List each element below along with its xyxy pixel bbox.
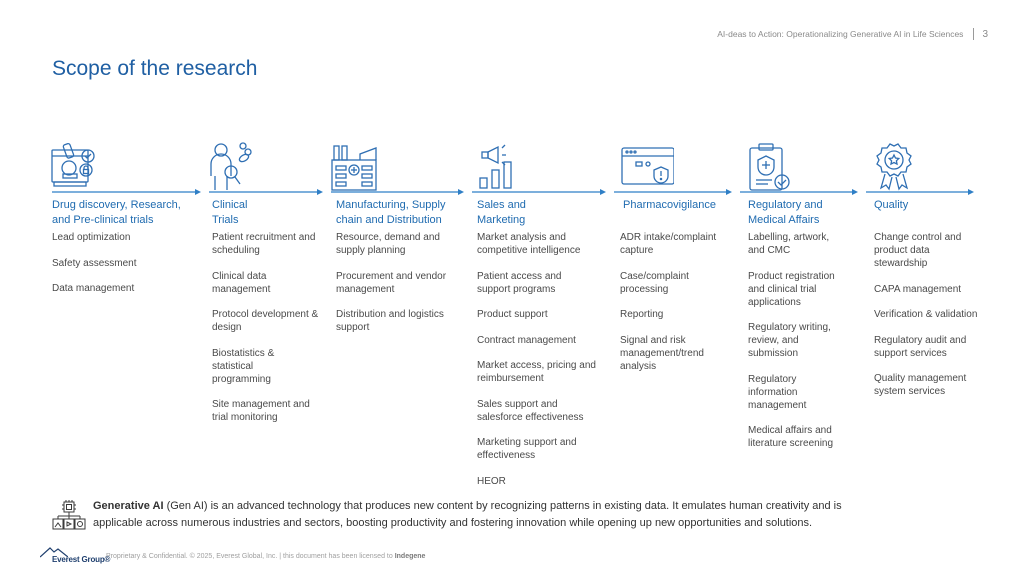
list-item: Regulatory audit and support services (874, 334, 967, 359)
column-item-list (874, 231, 984, 398)
factory-icon (330, 140, 384, 194)
everest-group-logo (40, 546, 111, 566)
list-item: Labelling, artwork, and CMC (748, 232, 830, 256)
document-title: AI-deas to Action: Operationalizing Generative AI in Life Sciences (717, 29, 964, 39)
column-item-list (212, 231, 324, 424)
page-title: Scope of the research (52, 57, 258, 80)
category-column (620, 198, 732, 385)
list-item: Marketing support and effectiveness (477, 437, 577, 461)
list-item: Safety assessment (52, 257, 137, 269)
list-item: CAPA management (874, 283, 962, 295)
list-item: Case/complaint processing (620, 270, 689, 295)
list-item: Medical affairs and literature screening (748, 425, 834, 449)
category-column (874, 198, 984, 411)
megaphone-chart-icon (478, 140, 532, 194)
column-item-list (477, 231, 597, 488)
logo-text: Everest Group® (52, 555, 111, 564)
quality-badge-icon (870, 140, 924, 194)
ai-chip-network-icon (52, 500, 86, 534)
column-title: Clinical Trials (212, 199, 248, 226)
list-item: Signal and risk management/trend analysis (620, 334, 704, 372)
microscope-icon (50, 140, 104, 194)
category-column (748, 198, 848, 463)
list-item: Market analysis and competitive intelligence (477, 232, 581, 256)
gen-ai-term: Generative AI (93, 500, 164, 512)
list-item: Distribution and logistics support (336, 309, 444, 333)
list-item: Regulatory writing, review, and submission (748, 322, 831, 359)
list-item: Change control and product data stewardship (874, 232, 962, 269)
list-item: Patient recruitment and scheduling (212, 232, 316, 256)
gen-ai-definition (52, 498, 892, 538)
list-item: Verification & validation (874, 309, 978, 320)
list-item: Data management (52, 283, 135, 294)
licensee-name: Indegene (394, 552, 426, 560)
column-title: Drug discovery, Research, and Pre-clinical trials (52, 199, 181, 226)
category-column (336, 198, 461, 347)
list-item: Contract management (477, 334, 576, 346)
list-item: Clinical data management (212, 270, 271, 295)
list-item: Site management and trial monitoring (212, 399, 310, 423)
column-title: Pharmacovigilance (623, 199, 716, 211)
list-item: Biostatistics & statistical programming (212, 347, 275, 385)
list-item: Regulatory information management (748, 373, 807, 411)
list-item: Reporting (620, 309, 664, 320)
list-item: Protocol development & design (212, 309, 319, 333)
header-divider (973, 28, 974, 40)
list-item: Quality management system services (874, 373, 967, 397)
document-header (717, 28, 988, 40)
list-item: Market access, pricing and reimbursement (477, 360, 596, 384)
column-item-list (336, 231, 461, 334)
column-title: Sales and Marketing (477, 199, 526, 226)
page-number: 3 (982, 28, 988, 40)
column-title: Manufacturing, Supply chain and Distribution (336, 199, 446, 226)
column-item-list (748, 231, 848, 450)
list-item: Sales support and salesforce effectiveness (477, 398, 584, 423)
list-item: Lead optimization (52, 232, 131, 243)
list-item: Patient access and support programs (477, 270, 562, 295)
list-item: ADR intake/complaint capture (620, 232, 717, 256)
gen-ai-definition-text (93, 498, 893, 532)
column-title: Quality (874, 199, 909, 211)
list-item: Product registration and clinical trial applications (748, 270, 835, 308)
category-column (212, 198, 324, 437)
list-item: Procurement and vendor management (336, 270, 447, 295)
category-column (52, 198, 202, 308)
list-item: Product support (477, 309, 548, 320)
pharmacovigilance-window-icon (620, 140, 674, 194)
regulatory-clipboard-icon (746, 140, 800, 194)
page-footer (40, 546, 425, 566)
gen-ai-description: (Gen AI) is an advanced technology that produces new content by recognizing patterns in existing data. It emulates human creativity and is applicable across numerous industries and sectors, boosting productivity and fostering innovation while opening up new opportunities and solutions. (93, 500, 842, 529)
category-column (477, 198, 597, 500)
column-item-list (52, 231, 202, 295)
column-item-list (620, 231, 732, 373)
legal-notice (106, 553, 425, 560)
patient-magnifier-icon (206, 140, 260, 194)
list-item: Resource, demand and supply planning (336, 232, 440, 256)
list-item: HEOR (477, 475, 506, 487)
column-title: Regulatory and Medical Affairs (748, 199, 823, 226)
legal-text: Proprietary & Confidential. © 2025, Everest Global, Inc. | this document has been licensed to (106, 552, 395, 560)
